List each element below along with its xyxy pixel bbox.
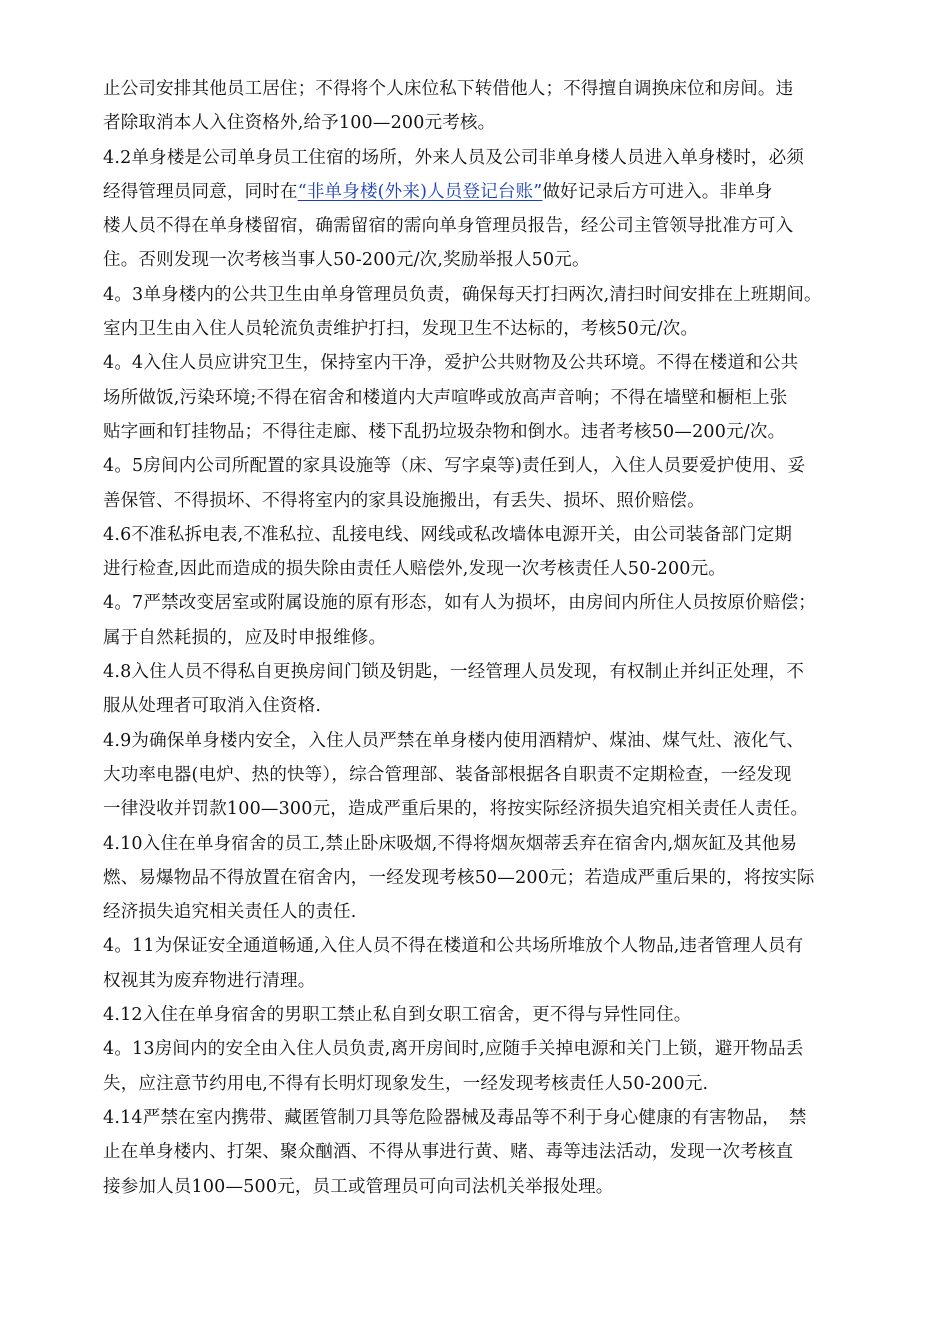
text-line-14: 4.6不准私拆电表,不准私拉、乱接电线、网线或私改墙体电源开关，由公司装备部门定期 <box>103 524 793 545</box>
text-line-10: 场所做饭,污染环境;不得在宿舍和楼道内大声喧哗或放高声音响；不得在墙壁和橱柜上张 <box>103 387 788 408</box>
text-line-17: 属于自然耗损的，应及时申报维修。 <box>103 627 387 648</box>
text-line-8: 室内卫生由入住人员轮流负责维护打扫，发现卫生不达标的，考核50元/次。 <box>103 319 699 340</box>
text-line-7: 4。3单身楼内的公共卫生由单身管理员负责，确保每天打扫两次,清扫时间安排在上班期间。 <box>103 284 822 305</box>
document-body <box>103 72 873 1204</box>
text-line-23: 4.10入住在单身宿舍的员工,禁止卧床吸烟,不得将烟灰烟蒂丢弃在宿舍内,烟灰缸及其他易 <box>103 833 798 854</box>
text-line-6: 住。否则发现一次考核当事人50-200元/次,奖励举报人50元。 <box>103 250 590 271</box>
text-line-30: 失，应注意节约用电,不得有长明灯现象发生，一经发现考核责任人50-200元. <box>103 1073 709 1094</box>
registration-ledger-link[interactable]: “非单身楼(外来)人员登记台账” <box>297 181 543 202</box>
text-line-4 <box>103 175 873 209</box>
text-line-1: 止公司安排其他员工居住；不得将个人床位私下转借他人；不得擅自调换床位和房间。违 <box>103 79 794 99</box>
text-line-5: 楼人员不得在单身楼留宿，确需留宿的需向单身管理员报告，经公司主管领导批准方可入 <box>103 216 794 237</box>
text-line-31: 4.14严禁在室内携带、藏匿管制刀具等危险器械及毒品等不利于身心健康的有害物品， 禁 <box>103 1107 807 1128</box>
text-line-15: 进行检查,因此而造成的损失除由责任人赔偿外,发现一次考核责任人50-200元。 <box>103 559 727 580</box>
text-line-29: 4。13房间内的安全由入住人员负责,离开房间时,应随手关掉电源和关门上锁，避开物品丢 <box>103 1039 804 1060</box>
text-line-20: 4.9为确保单身楼内安全，入住人员严禁在单身楼内使用酒精炉、煤油、煤气灶、液化气、 <box>103 730 805 751</box>
text-line-27: 权视其为废弃物进行清理。 <box>103 970 316 991</box>
text-line-33: 接参加人员100—500元，员工或管理员可向司法机关举报处理。 <box>103 1176 614 1197</box>
text-line-26: 4。11为保证安全通道畅通,入住人员不得在楼道和公共场所堆放个人物品,违者管理人员有 <box>103 936 804 957</box>
text-line-22: 一律没收并罚款100—300元，造成严重后果的，将按实际经济损失追究相关责任人责任。 <box>103 799 809 820</box>
text-line-18: 4.8入住人员不得私自更换房间门锁及钥匙，一经管理人员发现，有权制止并纠正处理，不 <box>103 662 805 683</box>
text-line-9: 4。4入住人员应讲究卫生，保持室内干净，爱护公共财物及公共环境。不得在楼道和公共 <box>103 353 799 374</box>
text-line-12: 4。5房间内公司所配置的家具设施等（床、写字桌等)责任到人，入住人员要爱护使用、妥 <box>103 456 806 477</box>
text-line-16: 4。7严禁改变居室或附属设施的原有形态，如有人为损坏，由房间内所住人员按原价赔偿； <box>103 593 816 614</box>
text-line-13: 善保管、不得损坏、不得将室内的家具设施搬出，有丢失、损坏、照价赔偿。 <box>103 490 705 511</box>
text-line-21: 大功率电器(电炉、热的快等），综合管理部、装备部根据各自职责不定期检查，一经发现 <box>103 764 792 785</box>
text-line-4-after: 做好记录后方可进入。非单身 <box>542 181 773 202</box>
text-line-19: 服从处理者可取消入住资格. <box>103 696 322 717</box>
text-line-11: 贴字画和钉挂物品；不得往走廊、楼下乱扔垃圾杂物和倒水。违者考核50—200元/次。 <box>103 421 786 442</box>
text-line-4-before: 经得管理员同意，同时在 <box>103 181 298 202</box>
text-line-28: 4.12入住在单身宿舍的男职工禁止私自到女职工宿舍，更不得与异性同住。 <box>103 1005 692 1026</box>
text-line-3: 4.2单身楼是公司单身员工住宿的场所，外来人员及公司非单身楼人员进入单身楼时，必须 <box>103 147 805 168</box>
text-line-25: 经济损失追究相关责任人的责任. <box>103 902 357 923</box>
text-line-32: 止在单身楼内、打架、聚众酗酒、不得从事进行黄、赌、毒等违法活动，发现一次考核直 <box>103 1142 794 1163</box>
text-line-2: 者除取消本人入住资格外,给予100—200元考核。 <box>103 113 496 134</box>
text-line-24: 燃、易爆物品不得放置在宿舍内，一经发现考核50—200元；若造成严重后果的，将按实际 <box>103 867 815 888</box>
